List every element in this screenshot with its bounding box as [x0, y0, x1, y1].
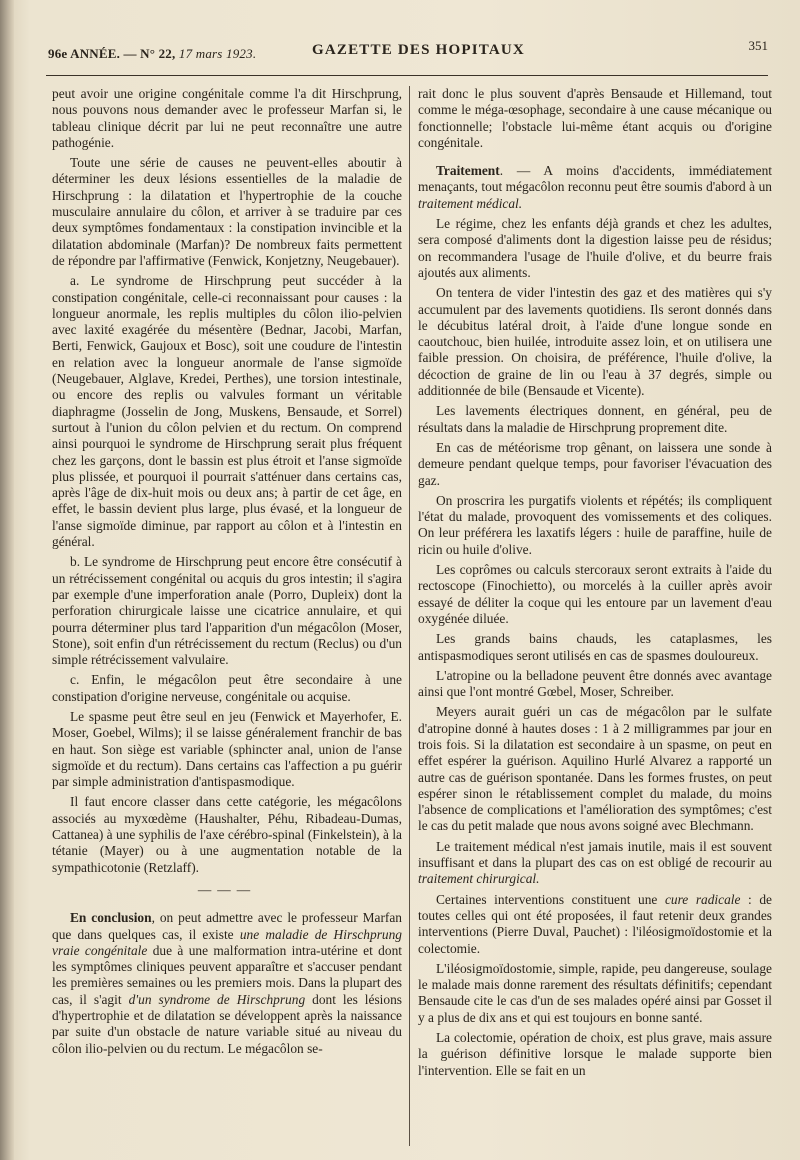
- emphasis-text: cure radicale: [664, 891, 741, 907]
- paragraph: [418, 839, 772, 888]
- emphasis-text: traitement médical.: [418, 195, 523, 211]
- header-rule: [46, 75, 768, 76]
- paragraph: Les grands bains chauds, les cataplasmes, les antispasmodiques seront utilisés en cas de spasmes douloureux.: [418, 631, 772, 663]
- issue-date: 17 mars 1923.: [178, 46, 257, 61]
- text-run: dont les lésions d'hypertrophie et de dilatation se développent après la naissance par suite d'un obstacle de nature variable situé au niveau du côlon ilio-pelvien ou du rectum. Le mégacôlon se-: [52, 991, 402, 1056]
- text-run: Certaines interventions constituent une: [436, 891, 665, 907]
- paragraph: En cas de météorisme trop gênant, on laissera une sonde à demeure pendant quelque temps, pour favoriser l'évacuation des gaz.: [418, 439, 772, 488]
- text-run: , on peut admettre avec le professeur Marfan que dans quelques cas, il existe: [52, 910, 403, 942]
- page-number: 351: [748, 38, 768, 53]
- right-column: [418, 86, 772, 1083]
- paragraph: a. Le syndrome de Hirschprung peut succéder à la constipation congénitale, celle-ci reconnaissant pour causes : la longueur anormale, les replis multiples du côlon ilio-pelvien avec laxité exagérée du mésentère (Bednar, Jacobi, Marfan, Berti, Fenwick, Gaujoux et Bosc), soit une coudure de l'intestin en relation avec la longueur anormale de l'anse sigmoïde (Neugebauer, Alglave, Kredei, Perthes), une torsion intestinale, ou encore des replis ou valvules formant un véritable diaphragme (Josselin de Jong, Muskens, Bensaude, et Sorrel) surtout à l'union du côlon pelvien et du rectum. On comprend ainsi pourquoi le syndrome de Hirschprung serait plus fréquent chez les garçons, dont le bassin est plus étroit et l'anse sigmoïde plus plissée, et pourquoi il pourrait s'atténuer dans certains cas, après l'âge de dix-huit mois ou deux ans; à partir de cet âge, en effet, le bassin devient plus large, plus évasé, et la longueur de l'anse sigmoïde diminue, par rapport au côlon et à l'intestin en général.: [52, 273, 402, 550]
- paragraph: Le spasme peut être seul en jeu (Fenwick et Mayerhofer, E. Moser, Goebel, Wilms); il se laisse généralement franchir de bas en haut. Son siège est variable (sphincter anal, union de l'anse sigmoïde et du rectum). Dans certains cas l'affection a pu guérir par simple administration d'antispasmodique.: [52, 708, 402, 790]
- page-header: [48, 36, 768, 66]
- conclusion-lead: En conclusion: [70, 910, 152, 926]
- paragraph: La colectomie, opération de choix, est plus grave, mais assure la guérison définitive lorsque le malade supporte bien l'intervention. Elle se fait en un: [418, 1030, 772, 1078]
- paragraph: c. Enfin, le mégacôlon peut être secondaire à une constipation d'origine nerveuse, congénitale ou acquise.: [52, 672, 402, 704]
- text-run: . — A moins d'accidents, immédiatement menaçants, tout mégacôlon reconnu peut être soumis d'abord à un: [418, 163, 772, 195]
- text-run: due à une malformation intra-utérine et dont les symptômes cliniques peuvent apparaître et s'accuser pendant les premières semaines ou les premiers mois. Dans la plupart des cas, il s'agit: [52, 942, 402, 1007]
- issue-year-number: 96e ANNÉE. — N° 22,: [48, 46, 179, 61]
- paragraph: L'atropine ou la belladone peuvent être donnés avec avantage ainsi que l'ont montré Gœbel, Moser, Schreiber.: [418, 667, 772, 700]
- emphasis-text: traitement chirurgical.: [418, 871, 540, 887]
- paragraph: On proscrira les purgatifs violents et répétés; ils compliquent l'état du malade, provoquent des vomissements et des coliques. On leur préférera les laxatifs légers : huile de paraffine, huile de ricin ou huile d'olive.: [418, 492, 772, 557]
- paragraph: Il faut encore classer dans cette catégorie, les mégacôlons associés au myxœdème (Haushalter, Péhu, Ribadeau-Dumas, Cattanea) à une syphilis de l'axe cérébro-spinal (Finkelstein), à la tétanie (Mayer) ou à une augmentation notable de la sympathicotonie (Retzlaff).: [52, 794, 402, 875]
- paragraph: peut avoir une origine congénitale comme l'a dit Hirschprung, nous pouvons nous demander avec le professeur Marfan si, le tableau clinique décrit par lui ne peut reconnaître une autre pathogénie.: [52, 86, 402, 150]
- paragraph: rait donc le plus souvent d'après Bensaude et Hillemand, tout comme le méga-œsophage, secondaire à une cause mécanique ou fonctionnelle; l'obstacle lui-même étant acquis ou d'origine congénitale.: [418, 86, 772, 150]
- emphasis-text: une maladie de Hirschprung vraie congénitale: [52, 926, 402, 958]
- paragraph: L'iléosigmoïdostomie, simple, rapide, peu dangereuse, soulage le malade mais donne rarement des résultats définitifs; cependant Bensaude cite le cas d'un de ses malades opéré ainsi par Gosset il y a plus de dix ans et qui est toujours en bonne santé.: [418, 960, 772, 1025]
- issue-info: [48, 46, 256, 62]
- paragraph: Le régime, chez les enfants déjà grands et chez les adultes, sera composé d'aliments dont la digestion laisse peu de résidus; on recommandera l'usage de l'huile d'olive, et du beurre frais ajoutés aux aliments.: [418, 216, 772, 280]
- conclusion-paragraph: [52, 910, 402, 1057]
- text-run: : de toutes celles qui ont été proposées, il faut retenir deux grandes interventions (Pierre Duval, Pauchet) : l'iléosigmoïdostomie et la colectomie.: [418, 891, 772, 956]
- emphasis-text: d'un syndrome de Hirschprung: [128, 991, 306, 1007]
- treatment-heading: Traitement: [436, 163, 500, 179]
- paragraph: [418, 892, 772, 957]
- paragraph: Les lavements électriques donnent, en général, peu de résultats dans la maladie de Hirschprung proprement dite.: [418, 403, 772, 435]
- text-run: Le traitement médical n'est jamais inutile, mais il est souvent insuffisant et dans la plupart des cas on est obligé de recourir au: [418, 838, 772, 871]
- column-divider: [409, 86, 410, 1146]
- left-column: [52, 86, 402, 1061]
- journal-title: GAZETTE DES HOPITAUX: [312, 42, 525, 58]
- section-separator: ———: [197, 881, 257, 897]
- paragraph: Toute une série de causes ne peuvent-elles aboutir à déterminer les deux lésions essentielles de la maladie de Hirschprung : la dilatation et l'hypertrophie de la couche musculaire annulaire du côlon, et arriver à se traduire par ces deux symptômes fondamentaux : la constipation invincible et la dilatation abdominale (Marfan)? De nombreux faits permettent de répondre par l'affirmative (Fenwick, Konjetzny, Neugebauer).: [52, 155, 402, 268]
- page-binding-edge: [0, 0, 14, 1160]
- paragraph: Meyers aurait guéri un cas de mégacôlon par le sulfate d'atropine donné à hautes doses : 1 à 2 milligrammes par jour en trois fois. Si la dilatation est secondaire à un spasme, on peut en effet espérer la guérison. Aquilino Hurlé Alvarez a rapporté un autre cas de guérison spontanée. Dans les formes frustes, on peut espérer sinon le rétablissement complet du malade, du moins l'absence de complications et l'amélioration des symptômes; c'est le cas du petit malade que nous avons soigné avec Blechmann.: [418, 704, 772, 834]
- paragraph: On tentera de vider l'intestin des gaz et des matières qui s'y accumulent par des lavements quotidiens. Ils seront donnés dans le décubitus latéral droit, à l'aide d'une longue sonde en caoutchouc, bien huilée, introduite assez loin, et on utilisera une faible pression. On choisira, de préférence, l'huile d'olive, la décoction de graine de lin ou l'eau à 37 degrés, simple ou additionnée de bile (Bensaude et Vicente).: [418, 285, 772, 399]
- paragraph: b. Le syndrome de Hirschprung peut encore être consécutif à un rétrécissement congénital ou acquis du gros intestin; il s'agira par exemple d'une imperforation anale (Porro, Dupleix) dont la perforation chirurgicale laisse une cicatrice annulaire, et qui pourra déterminer plus tard l'apparition d'un mégacôlon (Moser, Stone), soit enfin d'un rétrécissement du rectum (Reclus) ou d'un simple rétrécissement valvulaire.: [52, 554, 402, 668]
- paragraph: Les coprômes ou calculs stercoraux seront extraits à l'aide du rectoscope (Finochietto), ou morcelés à la cuiller après avoir essayé de déliter la coque qui les entoure par un lavement d'eau oxygénée diluée.: [418, 562, 772, 626]
- treatment-paragraph: [418, 163, 772, 212]
